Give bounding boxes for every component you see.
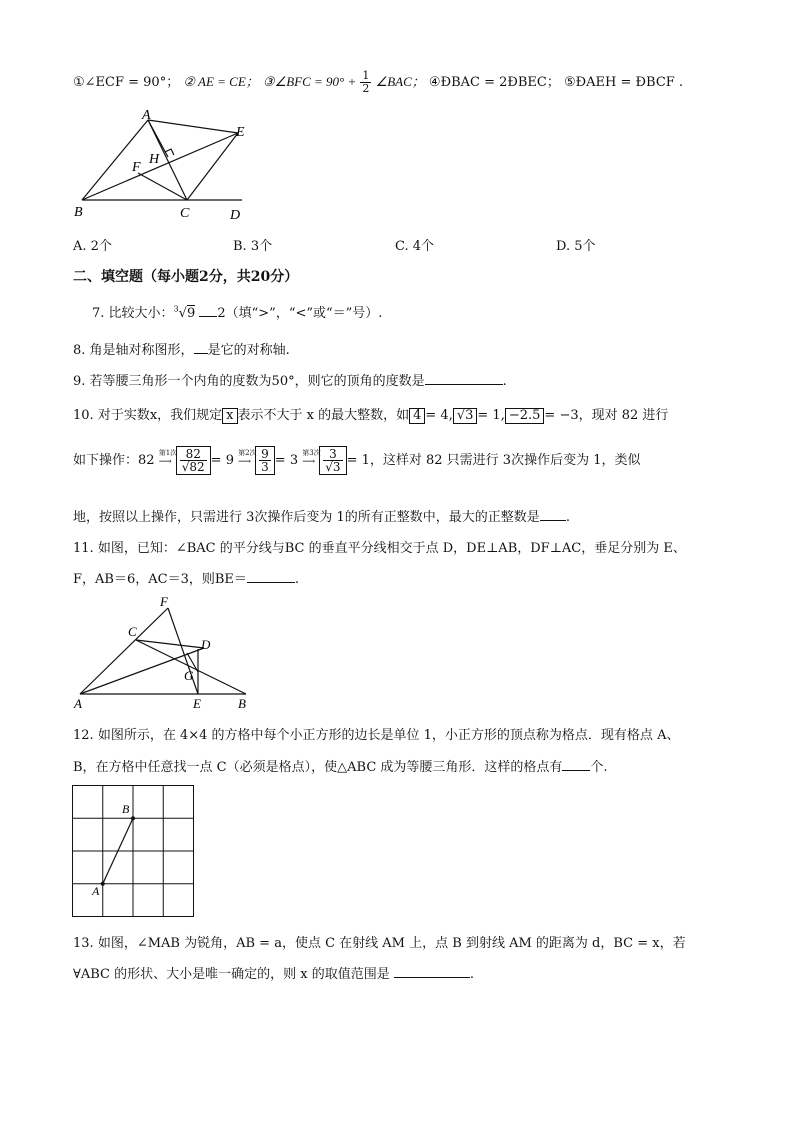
point-B bbox=[131, 816, 135, 820]
q10-text-e: ，这样对 82 只需进行 3次操作后变为 1，类似 bbox=[369, 453, 641, 468]
q10-example-3-result: = −3 bbox=[544, 408, 579, 423]
q7-text-a: 比较大小： bbox=[108, 306, 174, 321]
q13-end: . bbox=[469, 967, 474, 982]
q13-number: 13. bbox=[73, 936, 94, 951]
q10-result-3: = 1 bbox=[346, 453, 370, 468]
q7-root-index: 3 bbox=[173, 304, 179, 314]
question-10-line-1 bbox=[73, 404, 668, 424]
label-A: A bbox=[74, 696, 82, 711]
q12-end: 个. bbox=[590, 760, 608, 775]
option-c: C. 4个 bbox=[395, 239, 435, 254]
q7-text-b: 2（填“>”，“<”或“＝”号）. bbox=[217, 306, 383, 321]
q12-text-2: B，在方格中任意找一点 C（必须是格点），使△ABC 成为等腰三角形．这样的格点有 bbox=[73, 760, 563, 775]
q10-step-3 bbox=[319, 446, 346, 475]
q6-statements bbox=[73, 70, 683, 95]
q10-example-1-result: = 4, bbox=[425, 408, 453, 423]
q10-result-1: = 9 bbox=[210, 453, 234, 468]
section-title: 二、填空题（每小题2分，共20分） bbox=[73, 269, 299, 285]
q13-blank[interactable] bbox=[394, 965, 470, 978]
label-F: F bbox=[160, 594, 168, 609]
question-7: 7. 比较大小：$^3$√9 2（填“>”，“<”或“＝”号）. bbox=[92, 304, 383, 321]
label-D: D bbox=[201, 637, 211, 652]
question-12-line-2 bbox=[73, 756, 608, 775]
label-H: H bbox=[149, 152, 160, 167]
q10-op-1: 第1次 ⟶ bbox=[158, 449, 178, 467]
statement-1: ①∠ECF = 90°； bbox=[73, 75, 180, 90]
question-8 bbox=[73, 339, 290, 358]
q7-number: 7. bbox=[92, 306, 105, 321]
q10-text-f: 地，按照以上操作，只需进行 3次操作后变为 1的所有正整数中，最大的正整数是 bbox=[73, 510, 540, 525]
option-b: B. 3个 bbox=[233, 239, 273, 254]
figure-grid bbox=[72, 785, 196, 919]
label-D: D bbox=[230, 208, 241, 223]
q10-op-2-label: 第2次 bbox=[238, 449, 257, 457]
label-A: A bbox=[142, 108, 151, 123]
q12-number: 12. bbox=[73, 728, 94, 743]
q7-root-value: 9 bbox=[186, 306, 196, 321]
q13-text-2: ∀ABC 的形状、大小是唯一确定的，则 x 的取值范围是 bbox=[73, 967, 390, 982]
label-A: A bbox=[92, 884, 100, 898]
q10-op-2: 第2次 ⟶ bbox=[238, 449, 257, 467]
q8-blank[interactable] bbox=[194, 341, 208, 354]
statement-3-fraction bbox=[360, 70, 371, 95]
label-B: B bbox=[74, 205, 83, 220]
q10-example-3: −2.5 bbox=[505, 408, 545, 424]
q10-text-c: ，现对 82 进行 bbox=[578, 408, 669, 423]
q10-f1-num: 82 bbox=[180, 448, 207, 461]
label-E: E bbox=[193, 696, 201, 711]
question-9 bbox=[73, 370, 507, 389]
point-A bbox=[101, 882, 105, 886]
q10-number: 10. bbox=[73, 408, 94, 423]
q11-blank[interactable] bbox=[247, 570, 295, 583]
q11-text-2: F，AB＝6，AC＝3，则BE＝ bbox=[73, 572, 247, 587]
q11-end: . bbox=[294, 572, 300, 587]
label-B: B bbox=[238, 696, 246, 711]
q10-op-3-label: 第3次 bbox=[302, 449, 321, 457]
label-G: G bbox=[184, 668, 194, 683]
figure-angle-bisector bbox=[70, 594, 270, 712]
question-10-line-3 bbox=[73, 506, 570, 525]
q10-bracket-x: x bbox=[222, 408, 237, 424]
q9-number: 9. bbox=[73, 374, 86, 389]
q10-text-d: 如下操作： bbox=[73, 453, 139, 468]
q10-op-3: 第3次 ⟶ bbox=[302, 449, 321, 467]
statement-5: ⑤ĐAEH = ĐBCF . bbox=[564, 75, 684, 90]
figure-parallelogram bbox=[70, 105, 260, 225]
question-12-line-1 bbox=[73, 724, 679, 743]
q10-f3-num: 3 bbox=[323, 448, 342, 461]
q11-number: 11. bbox=[73, 541, 94, 556]
fraction-denominator: 2 bbox=[362, 82, 370, 95]
q10-step-1 bbox=[176, 446, 211, 475]
q10-step-2 bbox=[255, 446, 275, 475]
q7-blank[interactable] bbox=[199, 304, 217, 317]
question-13-line-1 bbox=[73, 932, 686, 951]
q10-example-2-result: = 1, bbox=[477, 408, 505, 423]
q9-blank[interactable] bbox=[425, 372, 503, 385]
question-10-line-2 bbox=[73, 446, 640, 475]
q12-blank[interactable] bbox=[562, 758, 590, 771]
question-11-line-2 bbox=[73, 568, 299, 587]
label-C: C bbox=[180, 206, 190, 221]
q10-end: . bbox=[565, 510, 570, 525]
question-11-line-1 bbox=[73, 537, 686, 556]
q10-f3-den: √3 bbox=[325, 460, 341, 474]
fraction-numerator: 1 bbox=[362, 69, 370, 82]
question-13-line-2 bbox=[73, 963, 474, 982]
statement-4: ④ĐBAC = 2ĐBEC； bbox=[428, 75, 560, 90]
q13-text-1: 如图，∠MAB 为锐角，AB = a，使点 C 在射线 AM 上，点 B 到射线 AM 的距离为 d，BC = x，若 bbox=[97, 936, 686, 951]
label-C: C bbox=[128, 624, 137, 639]
label-F: F bbox=[132, 160, 141, 175]
q10-op-1-label: 第1次 bbox=[158, 449, 178, 457]
q10-f2-den: 3 bbox=[261, 460, 269, 474]
option-a: A. 2个 bbox=[73, 239, 112, 254]
q9-text: 若等腰三角形一个内角的度数为50°，则它的顶角的度数是 bbox=[89, 374, 425, 389]
q8-text-a: 角是轴对称图形， bbox=[89, 343, 194, 358]
q10-text-a: 对于实数x，我们规定 bbox=[97, 408, 223, 423]
q11-text-1: 如图，已知：∠BAC 的平分线与BC 的垂直平分线相交于点 D，DE⊥AB，DF⊥AC，垂足分别为 E、 bbox=[97, 541, 686, 556]
label-B: B bbox=[122, 802, 130, 816]
q10-text-b: 表示不大于 x 的最大整数，如 bbox=[237, 408, 410, 423]
q12-text-1: 如图所示，在 4×4 的方格中每个小正方形的边长是单位 1，小正方形的顶点称为格点．现有格点 A、 bbox=[97, 728, 680, 743]
q10-result-2: = 3 bbox=[274, 453, 299, 468]
statement-3a: ③∠BFC = 90° + bbox=[262, 74, 357, 89]
q10-start-value: 82 bbox=[138, 453, 155, 468]
q10-f1-den: √82 bbox=[181, 460, 205, 474]
q10-blank[interactable] bbox=[540, 508, 566, 521]
q8-number: 8. bbox=[73, 343, 86, 358]
statement-2: ② AE = CE； bbox=[183, 74, 259, 89]
q8-text-b: 是它的对称轴. bbox=[207, 343, 290, 358]
q10-f2-num: 9 bbox=[261, 447, 269, 461]
option-d: D. 5个 bbox=[556, 239, 596, 254]
q10-example-2: √3 bbox=[453, 408, 478, 424]
q10-example-1: 4 bbox=[409, 408, 425, 424]
q9-end: . bbox=[502, 374, 507, 389]
statement-3b: ∠BAC； bbox=[375, 74, 425, 89]
label-E: E bbox=[236, 125, 245, 140]
